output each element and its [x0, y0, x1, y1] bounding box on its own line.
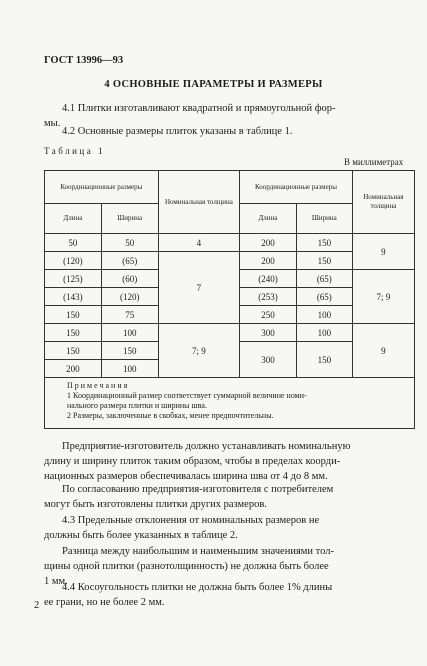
cell: 150 — [296, 342, 352, 378]
cell: (120) — [101, 288, 158, 306]
cell: (143) — [45, 288, 102, 306]
th-width: Ширина — [101, 204, 158, 234]
note-2: 2 Размеры, заключенные в скобках, менее предпочтительны. — [67, 411, 274, 420]
th-width2: Ширина — [296, 204, 352, 234]
page-number: 2 — [34, 600, 40, 611]
cell: 150 — [45, 342, 102, 360]
cell: 200 — [240, 252, 297, 270]
p44-l1: 4.4 Косоугольность плитки не должна быть более 1% длины — [62, 582, 333, 593]
dimensions-table — [44, 170, 415, 378]
cell: (240) — [240, 270, 297, 288]
cell: 300 — [240, 342, 297, 378]
cell: 100 — [101, 324, 158, 342]
p42: 4.2 Основные размеры плиток указаны в таблице 1. — [62, 126, 293, 137]
note-1b: нального размера плитки и ширины шва. — [67, 401, 207, 410]
cell: (253) — [240, 288, 297, 306]
cell: 100 — [101, 360, 158, 378]
standard-header: ГОСТ 13996—93 — [44, 55, 124, 66]
th-nom-thick2: Номинальная толщина — [352, 171, 414, 234]
cell: (65) — [296, 270, 352, 288]
cell: 4 — [158, 234, 239, 252]
th-coord: Координационные размеры — [45, 171, 159, 204]
cell: 9 — [352, 324, 414, 378]
cell: 75 — [101, 306, 158, 324]
table-caption: Таблица 1 — [44, 146, 105, 156]
cell: 100 — [296, 306, 352, 324]
para-a-l1: Предприятие-изготовитель должно устанавливать номинальную — [62, 441, 351, 452]
para-a-l3: национных размеров обеспечивалась ширина шва от 4 до 8 мм. — [44, 471, 328, 482]
cell: 150 — [45, 306, 102, 324]
cell: 7; 9 — [352, 270, 414, 324]
cell: 150 — [296, 234, 352, 252]
cell: 250 — [240, 306, 297, 324]
para-a-l2: длину и ширину плиток таким образом, чтобы в пределах коорди- — [44, 456, 341, 467]
p44-l2: ее грани, но не более 2 мм. — [44, 597, 165, 608]
cell: 50 — [101, 234, 158, 252]
cell: (60) — [101, 270, 158, 288]
cell: 150 — [45, 324, 102, 342]
notes-title: Примечания — [67, 381, 130, 390]
cell: (65) — [296, 288, 352, 306]
cell: 150 — [296, 252, 352, 270]
table-row — [45, 324, 415, 342]
th-length: Длина — [45, 204, 102, 234]
cell: (120) — [45, 252, 102, 270]
cell: 9 — [352, 234, 414, 270]
para-c-l2: щины одной плитки (разнотолщинность) не должна быть более — [44, 561, 329, 572]
cell: (65) — [101, 252, 158, 270]
th-nom-sizes: Координационные размеры — [240, 171, 353, 204]
th-length2: Длина — [240, 204, 297, 234]
p43-l1: 4.3 Предельные отклонения от номинальных размеров не — [62, 515, 320, 526]
section-title: 4 ОСНОВНЫЕ ПАРАМЕТРЫ И РАЗМЕРЫ — [104, 79, 323, 90]
table-unit: В миллиметрах — [344, 157, 404, 167]
para-b-l2: могут быть изготовлены плитки других размеров. — [44, 499, 267, 510]
cell: 7; 9 — [158, 324, 239, 378]
table-notes — [44, 376, 415, 429]
p41-line2: мы. — [44, 118, 61, 129]
para-c-l3: 1 мм. — [44, 576, 68, 587]
cell: 200 — [240, 234, 297, 252]
p41-line1: 4.1 Плитки изготавливают квадратной и прямоугольной фор- — [62, 103, 336, 114]
cell: 300 — [240, 324, 297, 342]
table-row — [45, 234, 415, 252]
cell: 7 — [158, 252, 239, 324]
cell: 150 — [101, 342, 158, 360]
th-nom-thick: Номинальная толщина — [158, 171, 239, 234]
note-1a: 1 Координационный размер соответствует суммарной величине номи- — [67, 391, 307, 400]
cell: 200 — [45, 360, 102, 378]
cell: 50 — [45, 234, 102, 252]
cell: 100 — [296, 324, 352, 342]
para-b-l1: По согласованию предприятия-изготовителя с потребителем — [62, 484, 334, 495]
cell: (125) — [45, 270, 102, 288]
p43-l2: должны быть более указанных в таблице 2. — [44, 530, 238, 541]
para-c-l1: Разница между наибольшим и наименьшим значениями тол- — [62, 546, 334, 557]
